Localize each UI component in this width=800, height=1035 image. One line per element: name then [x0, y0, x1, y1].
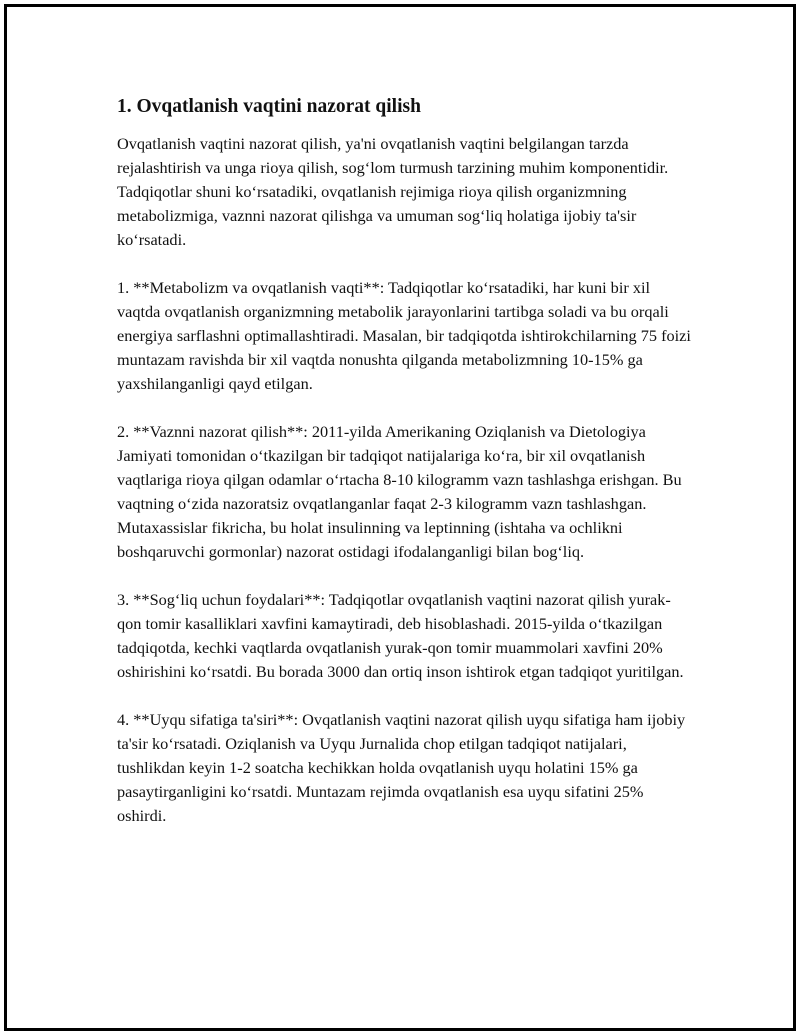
- document-body: [117, 94, 692, 852]
- paragraph-health-benefits: 3. **Sog‘liq uchun foydalari**: Tadqiqotlar ovqatlanish vaqtini nazorat qilish yurak-qon tomir kasalliklari xavfini kamaytiradi, deb hisoblashadi. 2015-yilda o‘tkazilgan tadqiqotda, kechki vaqtlarda ovqatlanish yurak-qon tomir muammolari xavfini 20% oshirishini ko‘rsatdi. Bu borada 3000 dan ortiq inson ishtirok etgan tadqiqot yuritilgan.: [117, 590, 684, 681]
- paragraph-sleep-quality: 4. **Uyqu sifatiga ta'siri**: Ovqatlanish vaqtini nazorat qilish uyqu sifatiga ham ijobiy ta'sir ko‘rsatadi. Oziqlanish va Uyqu Jurnalida chop etilgan tadqiqot natijalari, tushlikdan keyin 1-2 soatcha kechikkan holda ovqatlanish uyqu holatini 15% ga pasaytirganligini ko‘rsatdi. Muntazam rejimda ovqatlanish esa uyqu sifatini 25% oshirdi.: [117, 710, 686, 825]
- paragraph-weight-control: 2. **Vaznni nazorat qilish**: 2011-yilda Amerikaning Oziqlanish va Dietologiya Jamiyati tomonidan o‘tkazilgan bir tadqiqot natijalariga ko‘ra, bir xil ovqatlanish vaqtlariga rioya qilgan odamlar o‘rtacha 8-10 kilogramm vazn tashlashga erishgan. Bu vaqtning o‘zida nazoratsiz ovqatlanganlar faqat 2-3 kilogramm vazn tashlashgan. Mutaxassislar fikricha, bu holat insulinning va leptinning (ishtaha va ochlikni boshqaruvchi gormonlar) nazorat ostidagi ifodalanganligi bilan bog‘liq.: [117, 422, 682, 561]
- section-heading: 1. Ovqatlanish vaqtini nazorat qilish: [117, 96, 421, 117]
- intro-paragraph: Ovqatlanish vaqtini nazorat qilish, ya'ni ovqatlanish vaqtini belgilangan tarzda rejalashtirish va unga rioya qilish, sog‘lom turmush tarzining muhim komponentidir. Tadqiqotlar shuni ko‘rsatadiki, ovqatlanish rejimiga rioya qilish organizmning metabolizmiga, vaznni nazorat qilishga va umuman sog‘liq holatiga ijobiy ta'sir ko‘rsatadi.: [117, 134, 669, 249]
- paragraph-metabolism: 1. **Metabolizm va ovqatlanish vaqti**: Tadqiqotlar ko‘rsatadiki, har kuni bir xil vaqtda ovqatlanish organizmning metabolik jarayonlarini tartibga soladi va bu orqali energiya sarflashni optimallashtiradi. Masalan, bir tadqiqotda ishtirokchilarning 75 foizi muntazam ravishda bir xil vaqtda nonushta qilganda metabolizmning 10-15% ga yaxshilanganligi qayd etilgan.: [117, 278, 691, 393]
